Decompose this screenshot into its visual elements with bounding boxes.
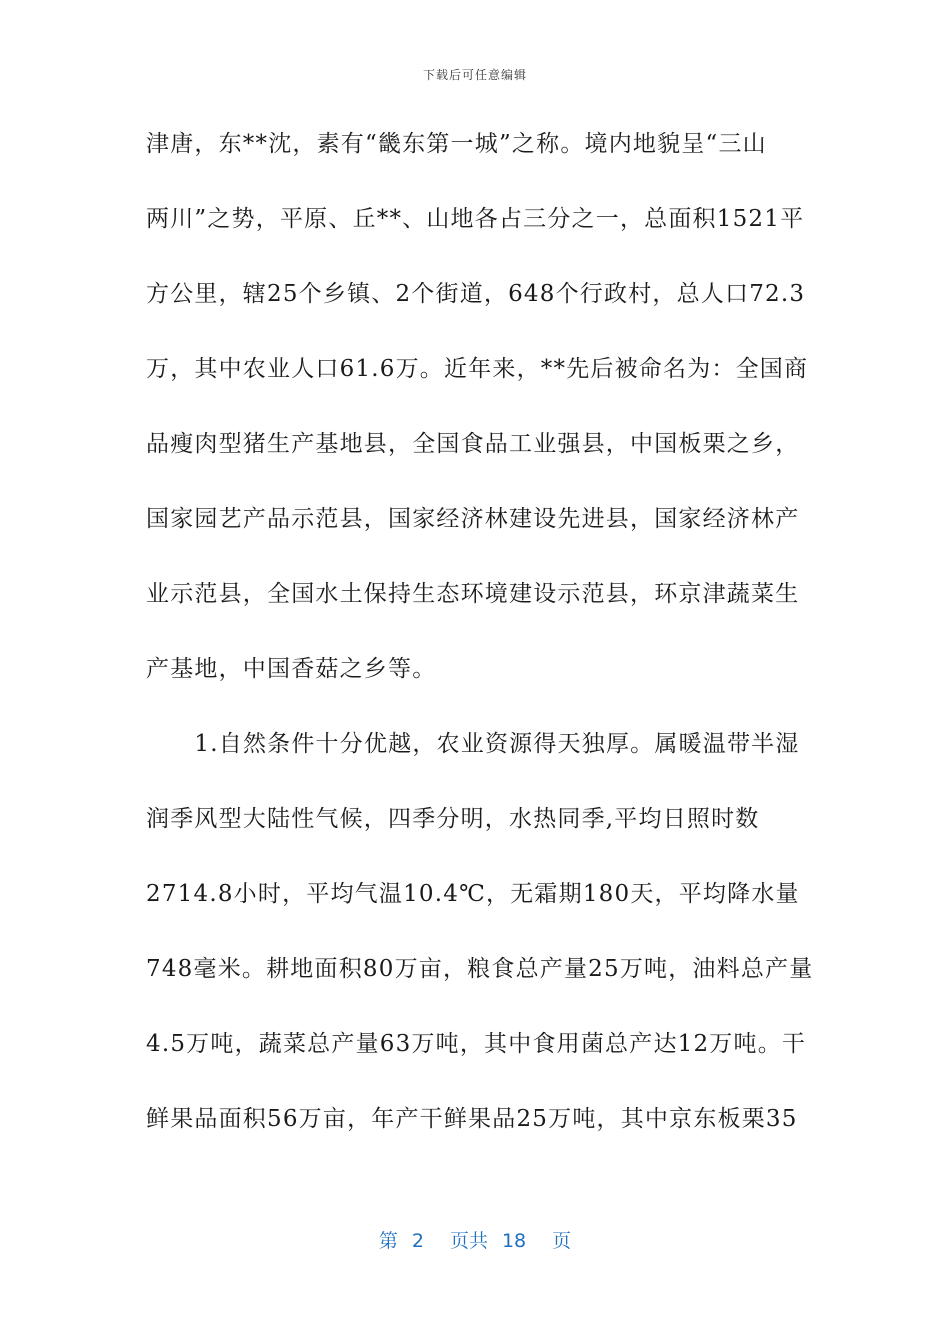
text-line: 方公里，辖25个乡镇、2个街道，648个行政村，总人口72.3 (146, 281, 806, 307)
text-line: 国家园艺产品示范县，国家经济林建设先进县，国家经济林产 (146, 506, 800, 532)
text-line: 两川”之势，平原、丘**、山地各占三分之一，总面积1521平 (146, 206, 805, 232)
text-line: 1.自然条件十分优越，农业资源得天独厚。属暖温带半湿 (146, 731, 800, 757)
footer-total-pages: 18 (501, 1230, 527, 1252)
text-line: 品瘦肉型猪生产基地县，全国食品工业强县，中国板栗之乡， (146, 431, 800, 457)
text-line: 2714.8小时，平均气温10.4℃，无霜期180天，平均降水量 (146, 881, 800, 907)
text-line: 产基地，中国香菇之乡等。 (146, 656, 437, 682)
footer-page-number: 2 (411, 1230, 424, 1252)
text-line: 润季风型大陆性气候，四季分明，水热同季,平均日照时数 (146, 806, 760, 832)
document-body (146, 124, 814, 1174)
text-line: 业示范县，全国水土保持生态环境建设示范县，环京津蔬菜生 (146, 581, 800, 607)
text-line: 津唐，东**沈，素有“畿东第一城”之称。境内地貌呈“三山 (146, 131, 767, 157)
header-note: 下载后可任意编辑 (422, 68, 527, 82)
text-line: 748毫米。耕地面积80万亩，粮食总产量25万吨，油料总产量 (146, 956, 814, 982)
text-line: 万，其中农业人口61.6万。近年来，**先后被命名为：全国商 (146, 356, 809, 382)
text-line: 鲜果品面积56万亩，年产干鲜果品25万吨，其中京东板栗35 (146, 1106, 798, 1132)
footer-suffix: 页 (552, 1230, 572, 1252)
footer-prefix: 第 (378, 1230, 398, 1252)
footer-middle: 页共 (449, 1230, 488, 1252)
text-line: 4.5万吨，蔬菜总产量63万吨，其中食用菌总产达12万吨。干 (146, 1031, 807, 1057)
page-footer (0, 1226, 950, 1253)
